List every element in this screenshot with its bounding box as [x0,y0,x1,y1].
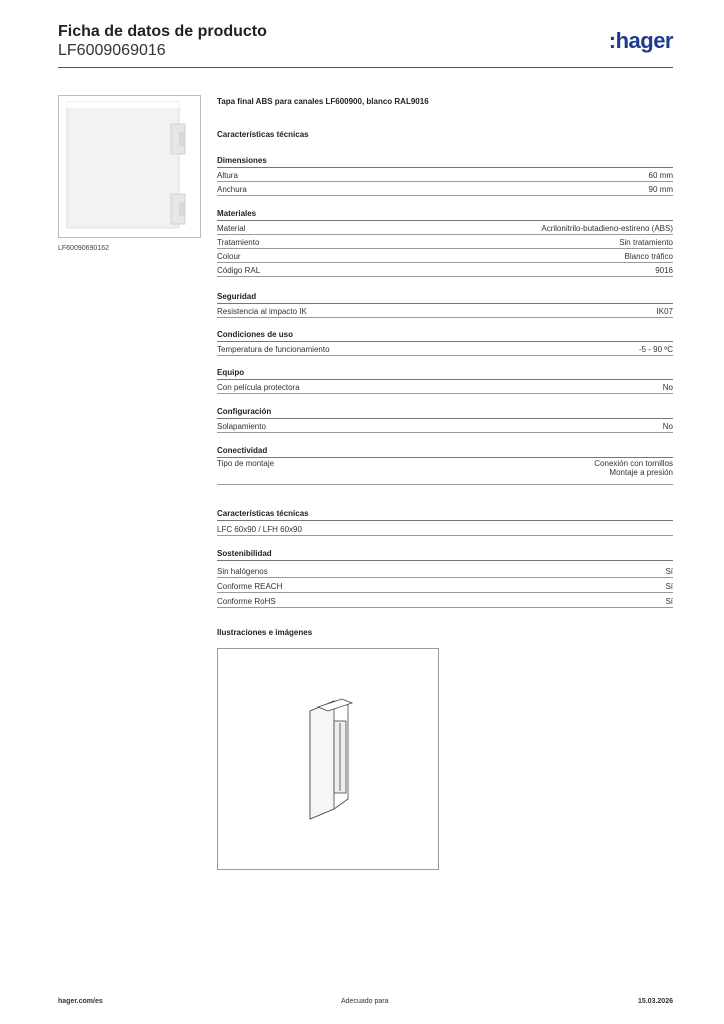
spec-row [217,221,673,235]
spec-row [217,459,673,485]
group-title-dimensiones: Dimensiones [217,156,673,168]
spec-value: 60 mm [648,171,673,180]
spec-label: Conforme RoHS [217,597,276,606]
spec-row [217,342,673,356]
doc-code: LF6009069016 [58,42,166,59]
end-cap-image [59,96,200,237]
spec-row [217,235,673,249]
page-header [58,22,673,64]
doc-title: Ficha de datos de producto [58,23,267,40]
spec-label: Código RAL [217,266,261,275]
spec-value: Blanco tráfico [624,252,673,261]
spec-value: Acrilonitrilo-butadieno-estireno (ABS) [541,224,673,233]
header-divider [58,67,673,68]
spec-label: Conforme REACH [217,582,283,591]
spec-value: Sí [665,567,673,576]
hager-logo: :hager [608,28,673,53]
spec-value-line: Conexión con tornillos [594,459,673,468]
spec-row [217,249,673,263]
group-title-seguridad: Seguridad [217,292,673,304]
spec-row [217,263,673,277]
spec-value [594,459,673,477]
spec-label: Tipo de montaje [217,459,275,468]
group-title-sostenibilidad: Sostenibilidad [217,549,673,561]
spec-label: Altura [217,171,238,180]
spec-row [217,419,673,433]
spec-row [217,182,673,196]
group-title-tech2: Características técnicas [217,509,673,521]
spec-row [217,594,673,608]
spec-value: Sí [665,597,673,606]
group-title-configuracion: Configuración [217,407,673,419]
spec-value: Sí [665,582,673,591]
spec-label: Colour [217,252,241,261]
spec-row [217,168,673,182]
illustration-frame [217,648,439,870]
spec-value-line: Montaje a presión [609,468,673,477]
spec-value: -5 - 90 ºC [638,345,673,354]
spec-row [217,522,673,536]
group-title-conectividad: Conectividad [217,446,673,458]
footer-date: 15.03.2026 [637,998,673,1005]
spec-label: Solapamiento [217,422,266,431]
spec-label: LFC 60x90 / LFH 60x90 [217,525,302,534]
footer-suitable-for: Adecuado para [341,998,389,1005]
group-title-materiales: Materiales [217,209,673,221]
spec-label: Sin halógenos [217,567,268,576]
end-cap-line-drawing [218,649,438,869]
spec-value: Sin tratamiento [619,238,673,247]
spec-row [217,579,673,593]
spec-value: 90 mm [648,185,673,194]
spec-value: No [662,383,673,392]
spec-label: Anchura [217,185,247,194]
spec-label: Material [217,224,246,233]
footer-website: hager.com/es [58,998,103,1005]
spec-label: Resistencia al impacto IK [217,307,307,316]
tech-heading: Características técnicas [217,130,309,139]
spec-value: No [662,422,673,431]
spec-label: Con película protectora [217,383,300,392]
spec-row [217,380,673,394]
spec-label: Temperatura de funcionamiento [217,345,330,354]
spec-value: 9016 [655,266,673,275]
spec-value: IK07 [656,307,673,316]
group-title-equipo: Equipo [217,368,673,380]
product-title: Tapa final ABS para canales LF600900, blanco RAL9016 [217,97,429,106]
group-title-condiciones: Condiciones de uso [217,330,673,342]
spec-row [217,564,673,578]
illustrations-heading: Ilustraciones e imágenes [217,628,313,637]
thumbnail-caption: LF60090690162 [58,245,109,252]
product-thumbnail [58,95,201,238]
spec-row [217,304,673,318]
spec-label: Tratamiento [217,238,260,247]
